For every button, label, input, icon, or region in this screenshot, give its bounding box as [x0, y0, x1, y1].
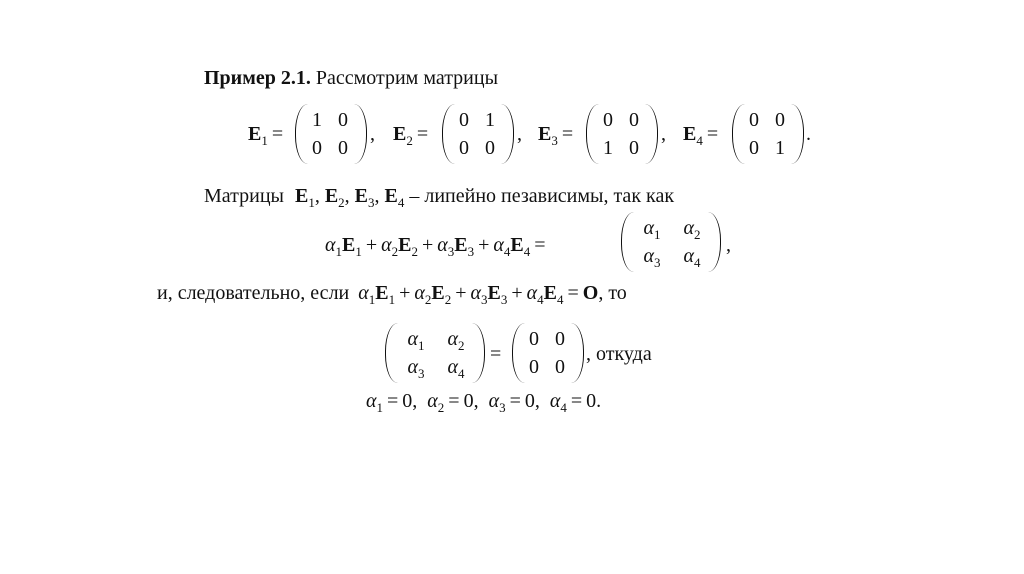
basis-label-2: $E_2$ =: [393, 123, 429, 148]
basis-label-4: $E_4$ =: [683, 123, 719, 148]
alpha-matrix-2: $\alpha_1$ $\alpha_2$ $\alpha_3$ $\alpha_4$: [385, 323, 485, 383]
example-heading: [204, 66, 498, 90]
example-text: Рассмотрим матрицы: [315, 67, 499, 89]
condition-line: и, следовательно, если $\alpha_1E_1 + \alpha_2E_2 + \alpha_3E_3 + \alpha_4E_4 = O$, то: [157, 282, 627, 307]
matrix-e4: 0 0 0 1: [732, 104, 804, 164]
zero-matrix: 0 0 0 0: [512, 323, 584, 383]
matrix-e1: 1 0 0 0: [295, 104, 367, 164]
independence-line: Матрицы $E_1$, $E_2$, $E_3$, $E_4$ – липейно пезависимы, так как: [204, 185, 675, 210]
matrix-e2: 0 1 0 0: [442, 104, 514, 164]
result-line: $\alpha_1 = 0$, $\alpha_2 = 0$, $\alpha_3 = 0$, $\alpha_4 = 0$.: [366, 390, 602, 415]
basis-label-1: $E_1$ =: [248, 123, 284, 148]
example-label: Пример 2.1.: [204, 67, 311, 89]
basis-sep-3: ,: [661, 123, 666, 145]
combo-comma: ,: [726, 234, 731, 256]
matrix-e3: 0 0 1 0: [586, 104, 658, 164]
basis-label-3: $E_3$ =: [538, 123, 574, 148]
basis-sep-4: .: [806, 123, 811, 145]
combo-lhs: $\alpha_1E_1 + \alpha_2E_2 + \alpha_3E_3 + \alpha_4E_4$ =: [325, 234, 546, 259]
alpha-matrix: $\alpha_1$ $\alpha_2$ $\alpha_3$ $\alpha_4$: [621, 212, 721, 272]
equals-sign: =: [490, 343, 502, 365]
basis-sep-1: ,: [370, 123, 375, 145]
basis-sep-2: ,: [517, 123, 522, 145]
whence-text: , откуда: [586, 343, 652, 365]
